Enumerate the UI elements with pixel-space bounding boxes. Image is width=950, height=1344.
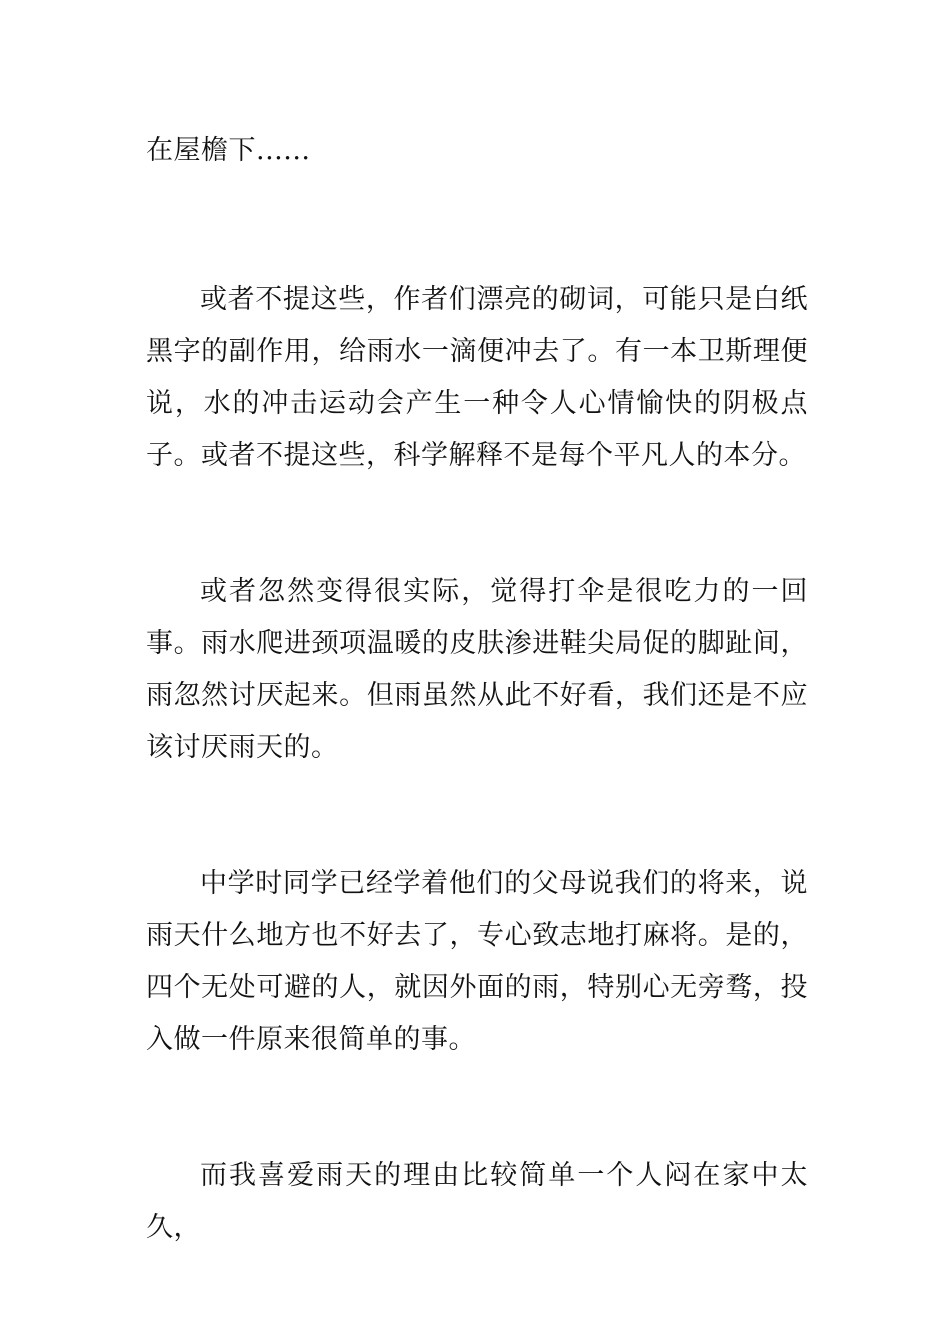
paragraph-umbrella: 或者忽然变得很实际，觉得打伞是很吃力的一回事。雨水爬进颈项温暖的皮肤渗进鞋尖局促的脚趾间，雨忽然讨厌起来。但雨虽然从此不好看，我们还是不应该讨厌雨天的。 xyxy=(146,576,808,763)
paragraph-mahjong: 中学时同学已经学着他们的父母说我们的将来，说雨天什么地方也不好去了，专心致志地打麻将。是的，四个无处可避的人，就因外面的雨，特别心无旁骛，投入做一件原来很简单的事。 xyxy=(146,868,808,1055)
paragraph-continuation: 在屋檐下...... xyxy=(146,135,311,166)
paragraph-reason: 而我喜爱雨天的理由比较简单一个人闷在家中太久， xyxy=(146,1160,808,1243)
paragraph-writers-phrasing: 或者不提这些，作者们漂亮的砌词，可能只是白纸黑字的副作用，给雨水一滴便冲去了。有一本卫斯理便说，水的冲击运动会产生一种令人心情愉快的阴极点子。或者不提这些，科学解释不是每个平凡人的本分。 xyxy=(146,284,808,471)
